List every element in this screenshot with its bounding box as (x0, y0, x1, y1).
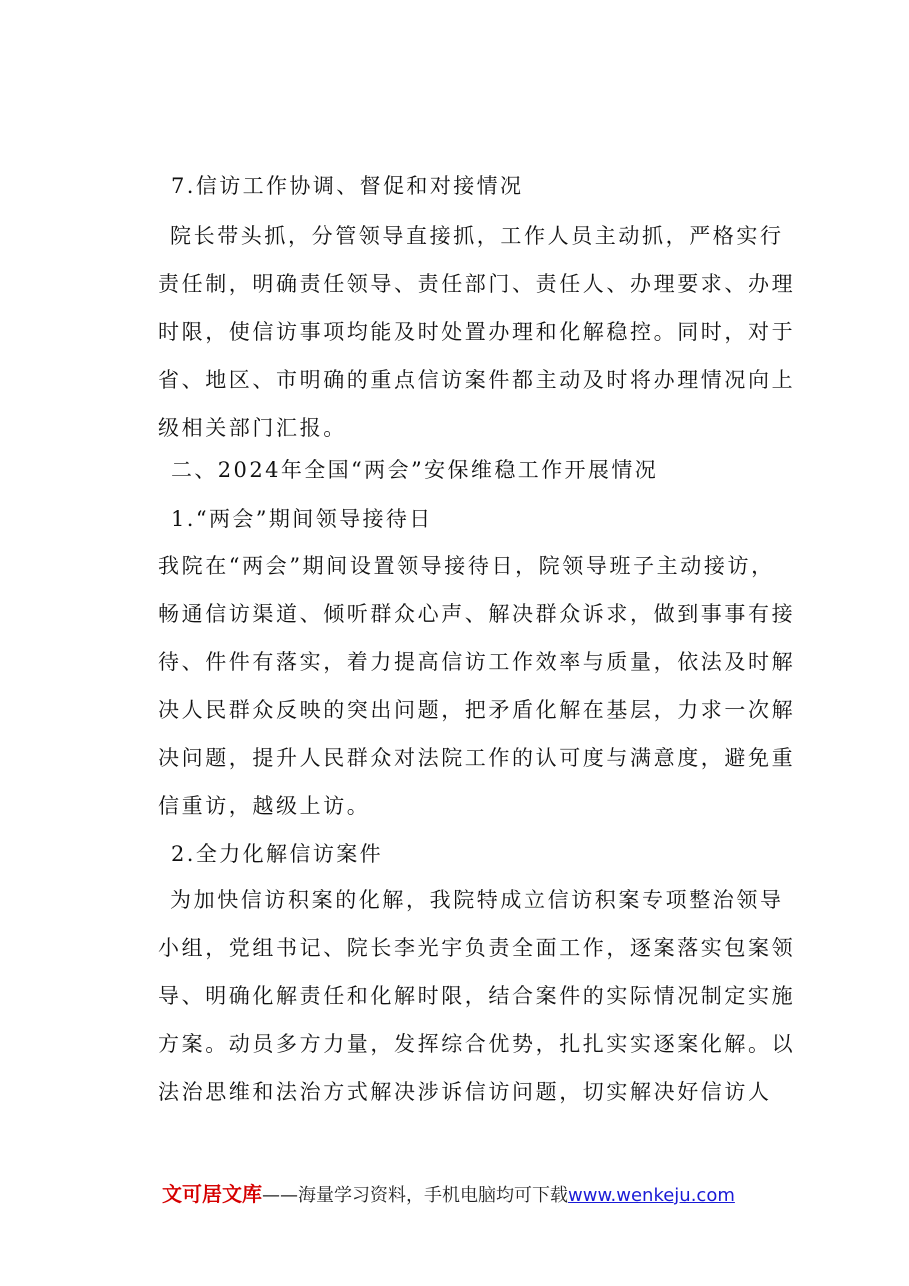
subsection-2-heading: 2.全力化解信访案件 (171, 842, 384, 866)
subsection-1-heading: 1.“两会”期间领导接待日 (171, 507, 433, 531)
footer-brand: 文可居文库 (162, 1182, 262, 1206)
subsection-1-paragraph: 我院在“两会”期间设置领导接待日，院领导班子主动接访，畅通信访渠道、倾听群众心声、解决群众诉求，做到事事有接待、件件有落实，着力提高信访工作效率与质量，依法及时解决人民群众反映的突出问题，把矛盾化解在基层，力求一次解决问题，提升人民群众对法院工作的认可度与满意度，避免重信重访，越级上访。 (158, 554, 796, 818)
footer-url-link[interactable]: www.wenkeju.com (568, 1185, 735, 1206)
section-2-heading: 二、2024年全国“两会”安保维稳工作开展情况 (171, 458, 659, 482)
footer (162, 1180, 782, 1210)
section-7-paragraph: 院长带头抓，分管领导直接抓，工作人员主动抓，严格实行责任制，明确责任领导、责任部门、责任人、办理要求、办理时限，使信访事项均能及时处置办理和化解稳控。同时，对于省、地区、市明确的重点信访案件都主动及时将办理情况向上级相关部门汇报。 (158, 224, 796, 440)
section-7-heading: 7.信访工作协调、督促和对接情况 (171, 174, 524, 198)
subsection-2-paragraph: 为加快信访积案的化解，我院特成立信访积案专项整治领导小组，党组书记、院长李光宇负责全面工作，逐案落实包案领导、明确化解责任和化解时限，结合案件的实际情况制定实施方案。动员多方力量，发挥综合优势，扎扎实实逐案化解。以法治思维和法治方式解决涉诉信访问题，切实解决好信访人 (158, 888, 796, 1104)
footer-slogan: ——海量学习资料，手机电脑均可下载 (262, 1185, 568, 1206)
